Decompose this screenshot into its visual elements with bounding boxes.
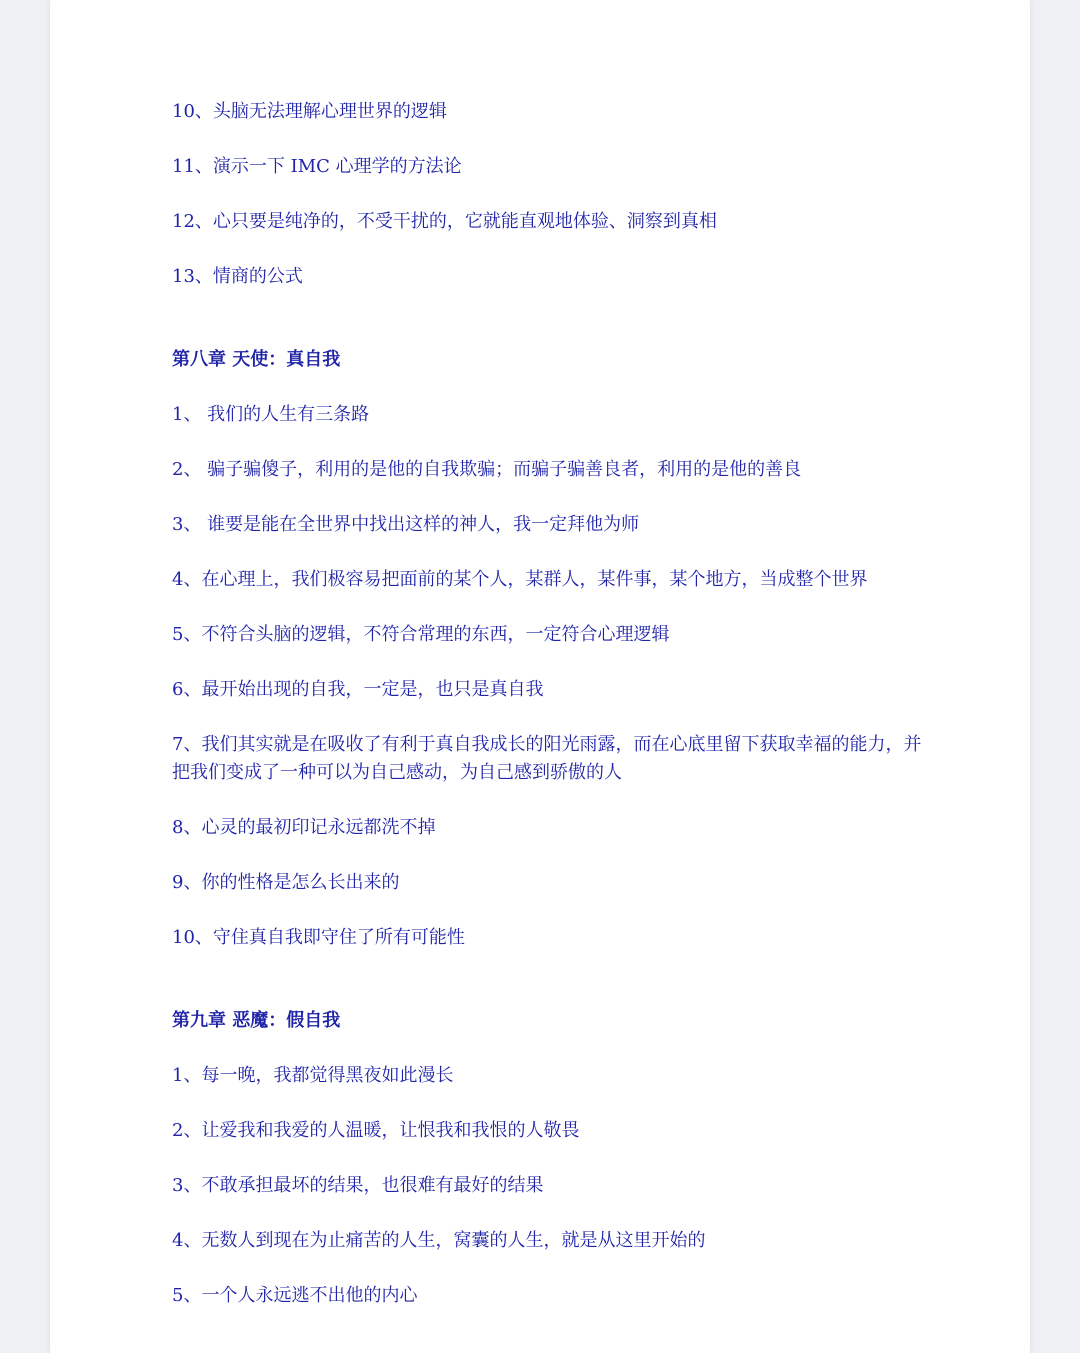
list-item: 6、最开始出现的自我，一定是，也只是真自我 xyxy=(172,679,544,700)
list-item: 2、让爱我和我爱的人温暖，让恨我和我恨的人敬畏 xyxy=(172,1120,580,1141)
list-item: 3、不敢承担最坏的结果，也很难有最好的结果 xyxy=(172,1175,544,1196)
list-item: 5、不符合头脑的逻辑，不符合常理的东西，一定符合心理逻辑 xyxy=(172,624,670,645)
list-item: 1、 我们的人生有三条路 xyxy=(172,404,370,425)
list-item: 2、 骗子骗傻子，利用的是他的自我欺骗；而骗子骗善良者，利用的是他的善良 xyxy=(172,459,802,480)
list-item: 5、一个人永远逃不出他的内心 xyxy=(172,1285,418,1306)
list-item: 4、无数人到现在为止痛苦的人生，窝囊的人生，就是从这里开始的 xyxy=(172,1230,706,1251)
list-item: 10、守住真自我即守住了所有可能性 xyxy=(172,927,465,948)
list-item: 13、情商的公式 xyxy=(172,266,303,287)
list-item: 9、你的性格是怎么长出来的 xyxy=(172,872,400,893)
list-item: 8、心灵的最初印记永远都洗不掉 xyxy=(172,817,436,838)
chapter-heading: 第九章 恶魔：假自我 xyxy=(172,1010,341,1031)
section-gap xyxy=(172,979,932,1007)
document-content xyxy=(172,98,932,1337)
list-item: 1、每一晚，我都觉得黑夜如此漫长 xyxy=(172,1065,454,1086)
list-item: 12、心只要是纯净的，不受干扰的，它就能直观地体验、洞察到真相 xyxy=(172,211,717,232)
document-page xyxy=(50,0,1030,1353)
list-item: 11、演示一下 IMC 心理学的方法论 xyxy=(172,156,462,177)
list-item: 10、头脑无法理解心理世界的逻辑 xyxy=(172,101,447,122)
section-gap xyxy=(172,318,932,346)
list-item: 7、我们其实就是在吸收了有利于真自我成长的阳光雨露，而在心底里留下获取幸福的能力，并把我们变成了一种可以为自己感动，为自己感到骄傲的人 xyxy=(172,734,922,783)
chapter-heading: 第八章 天使：真自我 xyxy=(172,349,341,370)
list-item: 3、 谁要是能在全世界中找出这样的神人，我一定拜他为师 xyxy=(172,514,640,535)
list-item: 4、在心理上，我们极容易把面前的某个人，某群人，某件事，某个地方，当成整个世界 xyxy=(172,569,868,590)
